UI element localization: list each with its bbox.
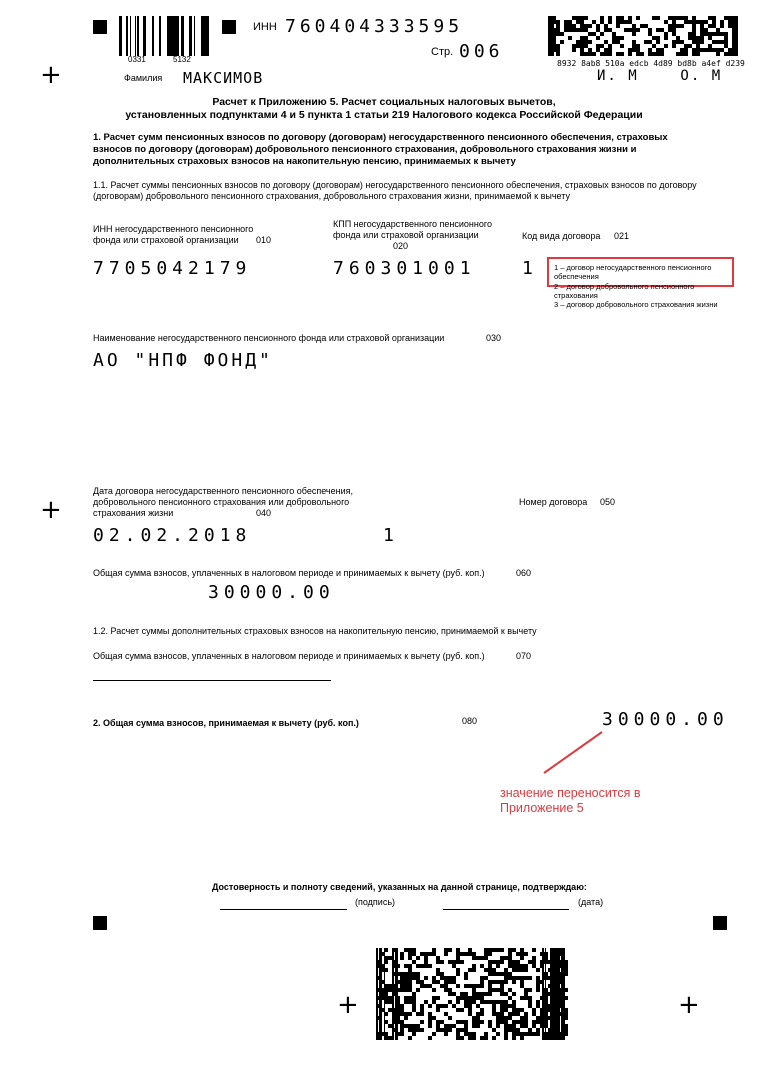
corner-marker-bottom-right [713,916,727,930]
inn-value: 760404333595 [285,16,464,37]
section1-2-heading: 1.2. Расчет суммы дополнительных страховых взносов на накопительную пенсию, принимаемой к вычету [93,626,537,636]
kpp-value: 760301001 [333,258,476,279]
contract-type-value: 1 [522,258,538,279]
contract-number-value: 1 [383,525,399,546]
org-name-value: АО "НПФ ФОНД" [93,350,273,371]
annotation-line-2: Приложение 5 [500,801,584,815]
section2-label: 2. Общая сумма взносов, принимаемая к вычету (руб. коп.) [93,718,359,728]
title-line-1: Расчет к Приложению 5. Расчет социальных налоговых вычетов, [212,96,556,108]
inn-org-code: 010 [256,235,272,245]
total-paid2-code: 070 [516,651,532,661]
contract-type-option-1: 1 – договор негосударственного пенсионного обеспечения [554,263,712,281]
barcode-bottom [376,948,568,1040]
barcode-digits-left: 0331 [128,55,146,64]
page-label: Стр. [431,46,454,58]
total-paid-code: 060 [516,568,532,578]
inn-org-label: ИНН негосударственного пенсионного фонда или страховой организации [93,224,254,245]
barcode-top [119,16,209,56]
contract-date-label: Дата договора негосударственного пенсионного обеспечения, добровольного пенсионного страхования или добровольного страхования жизни [93,486,353,518]
org-name-code: 030 [486,333,502,343]
crosshair-mark: + [678,990,700,1020]
contract-type-option-2: 2 – договор добровольного пенсионного страхования [554,282,695,300]
annotation-line-1: значение переносится в [500,786,641,800]
annotation-text [500,786,641,816]
corner-marker-top-mid [222,20,236,34]
date-line[interactable] [443,909,569,910]
contract-number-code: 050 [600,497,616,507]
inn-org-value: 7705042179 [93,258,252,279]
corner-marker-bottom-left [93,916,107,930]
contract-number-label: Номер договора [519,497,588,507]
signature-line[interactable] [220,909,347,910]
page-value: 006 [459,41,504,62]
section1-1-heading: 1.1. Расчет суммы пенсионных взносов по договору (договорам) негосударственного пенсионного обеспечения, страховых взносов по договору (договорам) добровольного пенсионного страхования, добровольного страхования жизни, принимаемой к вычету [93,180,697,201]
corner-marker-top-left [93,20,107,34]
annotation-arrow [538,728,608,778]
barcode-digits-right: 5132 [173,55,191,64]
total-paid2-label: Общая сумма взносов, уплаченных в налоговом периоде и принимаемых к вычету (руб. коп.) [93,651,485,661]
total-paid-label: Общая сумма взносов, уплаченных в налоговом периоде и принимаемых к вычету (руб. коп.) [93,568,485,578]
initials: И. М О. М [597,68,723,84]
confirm-text: Достоверность и полноту сведений, указанных на данной странице, подтверждаю: [212,882,587,892]
contract-date-code: 040 [256,508,272,518]
contract-type-option-3: 3 – договор добровольного страхования жизни [554,300,718,309]
surname-label: Фамилия [124,73,163,83]
contract-type-code: 021 [614,231,630,241]
org-name-label: Наименование негосударственного пенсионного фонда или страховой организации [93,333,445,343]
signature-label: (подпись) [355,897,396,907]
data-matrix-code-top [548,16,738,56]
form-title [0,96,768,122]
title-line-2: установленных подпунктами 4 и 5 пункта 1 статьи 219 Налогового кодекса Российской Федерации [125,109,643,121]
section2-code: 080 [462,716,478,726]
total-paid2-empty-field [93,680,331,681]
section1-heading: 1. Расчет сумм пенсионных взносов по договору (договорам) негосударственного пенсионного обеспечения, страховых взносов по договору (договорам) добровольного пенсионного страхования, добровольного страхования жизни и дополнительных страховых взносов на накопительную пенсию, принимаемых к вычету [93,132,668,167]
kpp-code: 020 [393,241,409,251]
contract-type-label: Код вида договора [522,231,601,241]
surname-value: МАКСИМОВ [183,69,264,87]
total-paid-value: 30000.00 [208,582,335,603]
date-label: (дата) [578,897,604,907]
crosshair-mark: + [337,990,359,1020]
kpp-label: КПП негосударственного пенсионного фонда или страховой организации [333,219,492,240]
qr-code-text: 8932 8ab8 510a edcb 4d89 bd8b a4ef d239 [557,59,745,68]
section2-value: 30000.00 [602,709,729,730]
contract-date-value: 02.02.2018 [93,525,252,546]
crosshair-mark: + [40,495,62,525]
inn-label: ИНН [253,21,277,33]
crosshair-mark: + [40,60,62,90]
